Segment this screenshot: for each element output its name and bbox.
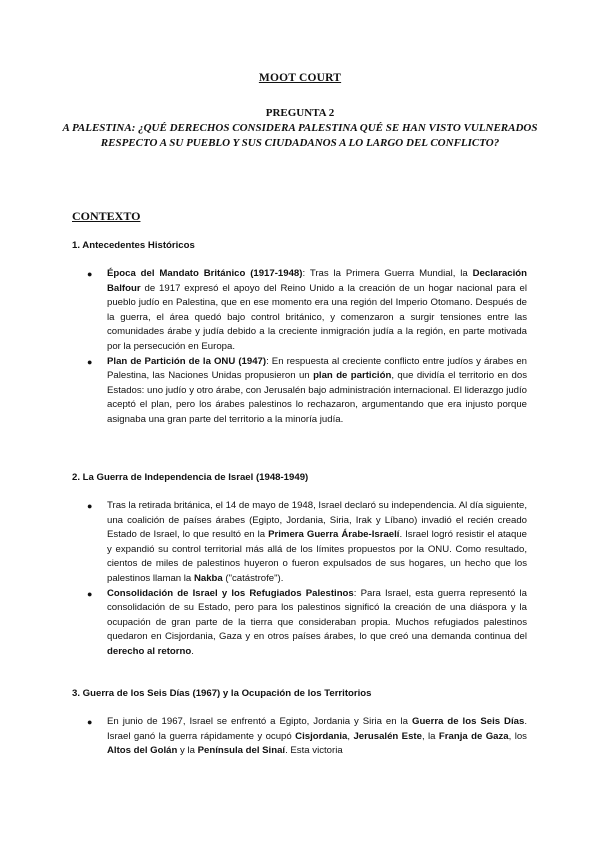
document-title: MOOT COURT: [258, 72, 342, 84]
bold-text: plan de partición: [313, 370, 392, 382]
bold-text: Cisjordania: [295, 730, 348, 742]
body-text: En junio de 1967, Israel se enfrentó a Egipto, Jordania y Siria en la: [107, 716, 412, 727]
list-item: [72, 587, 527, 660]
bold-text: Franja de Gaza: [438, 730, 509, 742]
list-item: [72, 715, 527, 759]
body-text: de 1917 expresó el apoyo del Reino Unido a la creación de un hogar nacional para el pueblo judío en Palestina, que en ese momento era una región del Imperio Otomano. Después de la guerra, el área quedó bajo control británico, y comenzaron a surgir tensiones entre las comunidades árabe y judía debido a la creciente inmigración judía a la región, en parte motivada por la persecución en Europa.: [107, 282, 527, 352]
body-text: : Para Israel, esta guerra representó la consolidación de su Estado, pero para los palestinos significó la creación de una diáspora y la ocupación de gran parte de la tierra que consideraban propia. Muchos refugiados palestinos quedaron en Cisjordania, Gaza y en otros países árabes, lo que creó una demanda continua del: [107, 587, 527, 643]
subsection-heading-antecedentes: 1. Antecedentes Históricos: [72, 240, 195, 251]
bullet-icon: ●: [87, 501, 93, 511]
body-text: , la: [421, 730, 439, 742]
bullet-list-seis-dias: [72, 715, 527, 759]
body-text: : Tras la Primera Guerra Mundial, la: [302, 268, 473, 279]
body-text: Tras la retirada británica, el 14 de mayo de 1948, Israel declaró su independencia. Al día siguiente, una coalición de países árabes (Egipto, Jordania, Siria, Irak y Líbano) invadió el recién creado Estado de Israel, lo que resultó en la: [107, 500, 527, 541]
body-text: y la: [177, 745, 198, 757]
body-text: .: [191, 645, 194, 657]
body-text: : En respuesta al creciente conflicto entre judíos y árabes en Palestina, las Naciones Unidas propusieron un: [107, 355, 528, 382]
body-text: . Esta victoria: [285, 745, 343, 757]
list-item: [72, 499, 527, 587]
bold-text: Declaración Balfour: [107, 268, 527, 294]
subsection-heading-guerra-independencia: 2. La Guerra de Independencia de Israel (1948-1949): [72, 472, 309, 483]
body-text: . Israel logró resistir el ataque y expandió su control territorial más allá de los límites propuestos por la ONU. Como resultado, cientos de miles de palestinos huyeron o fueron expulsados de sus hogares, un hecho que los palestinos llaman la: [107, 529, 528, 584]
question-text: A PALESTINA: ¿QUÉ DERECHOS CONSIDERA PALESTINA QUÉ SE HAN VISTO VULNERADOS RESPECTO A SU PUEBLO Y SUS CIUDADANOS A LO LARGO DEL CONFLICTO?: [62, 122, 538, 149]
bold-text: Nakba: [193, 572, 223, 584]
bullet-icon: ●: [87, 588, 93, 599]
bold-text: derecho al retorno: [107, 645, 192, 657]
list-item: [72, 267, 527, 355]
bold-text: Guerra de los Seis Días: [411, 716, 525, 727]
body-text: . Israel ganó la guerra rápidamente y ocupó: [107, 716, 527, 742]
list-item: [72, 355, 527, 428]
bullet-icon: ●: [87, 269, 93, 279]
bullet-list-guerra-independencia: [72, 499, 527, 660]
bullet-list-antecedentes: [72, 267, 527, 428]
bullet-icon: ●: [87, 717, 93, 727]
bold-text: Península del Sinaí: [197, 745, 286, 757]
subsection-heading-seis-dias: 3. Guerra de los Seis Días (1967) y la Ocupación de los Territorios: [72, 688, 372, 699]
bold-text: Plan de Partición de la ONU (1947): [107, 355, 267, 367]
bold-text: Primera Guerra Árabe-Israelí: [268, 529, 400, 541]
body-text: ("catástrofe").: [222, 572, 284, 584]
bold-text: Época del Mandato Británico (1917-1948): [107, 268, 303, 279]
bullet-icon: ●: [87, 356, 93, 367]
body-text: , que dividía el territorio en dos Estados: uno judío y otro árabe, con Jerusalén bajo administración internacional. El liderazgo judío aceptó el plan, pero los árabes palestinos lo rechazaron, argumentando que era injusto porque asignaba una gran parte del territorio a la minoría judía.: [107, 370, 527, 425]
question-number: PREGUNTA 2: [265, 107, 335, 119]
bold-text: Altos del Golán: [107, 745, 178, 757]
section-heading-contexto: CONTEXTO: [72, 209, 141, 223]
body-text: , los: [508, 730, 527, 742]
bold-text: Consolidación de Israel y los Refugiados Palestinos: [107, 587, 354, 599]
bold-text: Jerusalén Este: [353, 730, 422, 742]
body-text: ,: [347, 730, 354, 742]
